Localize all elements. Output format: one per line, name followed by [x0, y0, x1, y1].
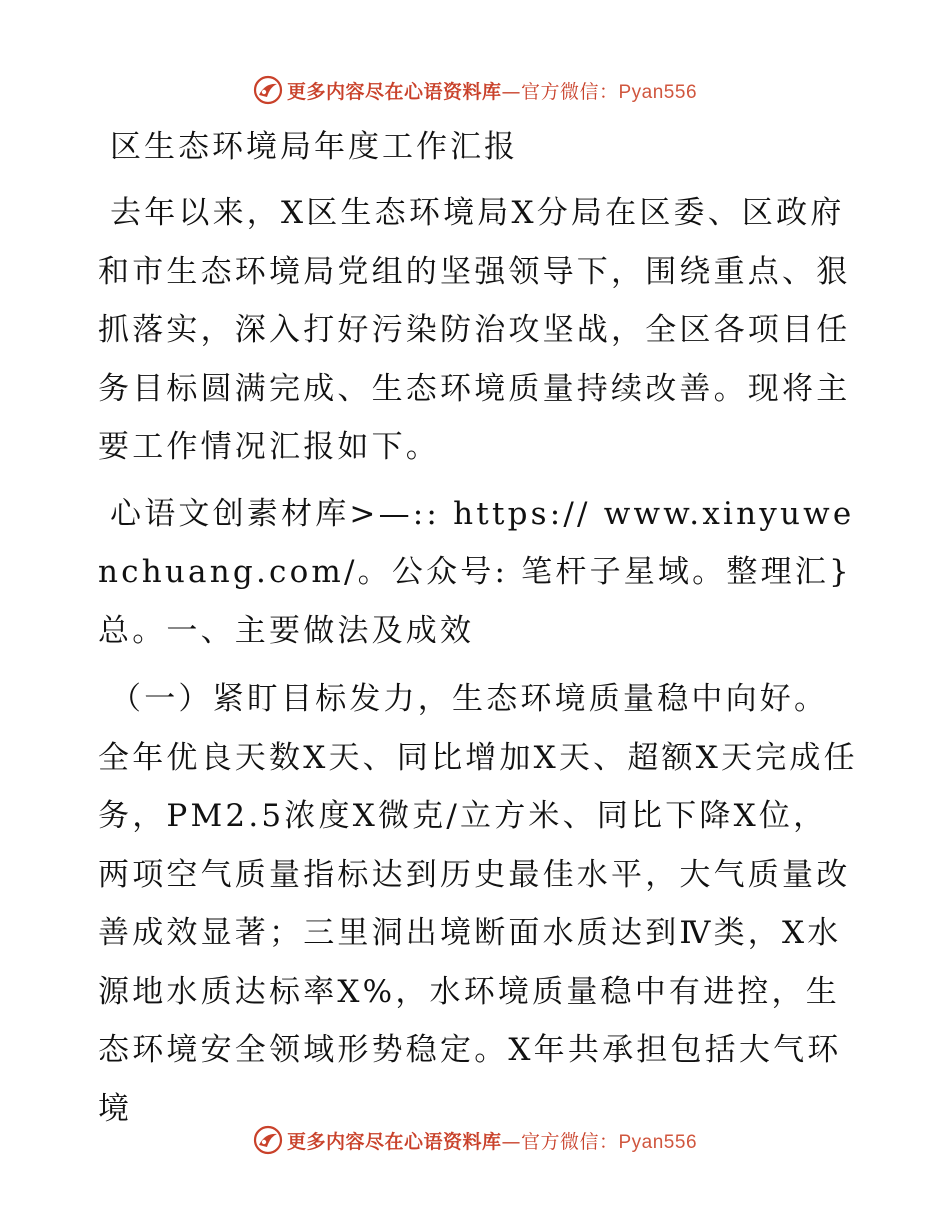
banner-separator: —	[501, 80, 521, 103]
document-title: 区生态环境局年度工作汇报	[110, 129, 518, 165]
paragraph-section-1: （一）紧盯目标发力，生态环境质量稳中向好。全年优良天数X天、同比增加X天、超额X天完成任务，PM2.5浓度X微克/立方米、同比下降X位，两项空气质量指标达到历史最佳水平，大气质量改善成效显著；三里洞出境断面水质达到Ⅳ类，X水源地水质达标率X%，水环境质量稳中有进控，生态环境安全领域形势稳定。X年共承担包括大气环境	[98, 681, 858, 1127]
banner-wechat-label: 官方微信：	[520, 80, 619, 103]
footer-banner	[0, 1122, 950, 1158]
document-body	[98, 118, 858, 1146]
header-banner	[0, 72, 950, 108]
banner-title: 更多内容尽在心语资料库	[286, 80, 502, 103]
logo-icon	[253, 75, 283, 105]
paragraph-source: 心语文创素材库>—:: https:// www.xinyuwenchuang.com/。公众号: 笔杆子星域。整理汇}总。一、主要做法及成效	[98, 495, 855, 649]
banner-title: 更多内容尽在心语资料库	[286, 1130, 502, 1153]
banner-wechat-id: Pyan556	[618, 1131, 698, 1153]
banner-wechat-label: 官方微信：	[520, 1130, 619, 1153]
banner-separator: —	[501, 1130, 521, 1153]
paragraph-intro: 去年以来，X区生态环境局X分局在区委、区政府和市生态环境局党组的坚强领导下，围绕重点、狠抓落实，深入打好污染防治攻坚战，全区各项目任务目标圆满完成、生态环境质量持续改善。现将主要工作情况汇报如下。	[98, 195, 851, 465]
logo-icon	[253, 1125, 283, 1155]
banner-wechat-id: Pyan556	[618, 81, 698, 103]
